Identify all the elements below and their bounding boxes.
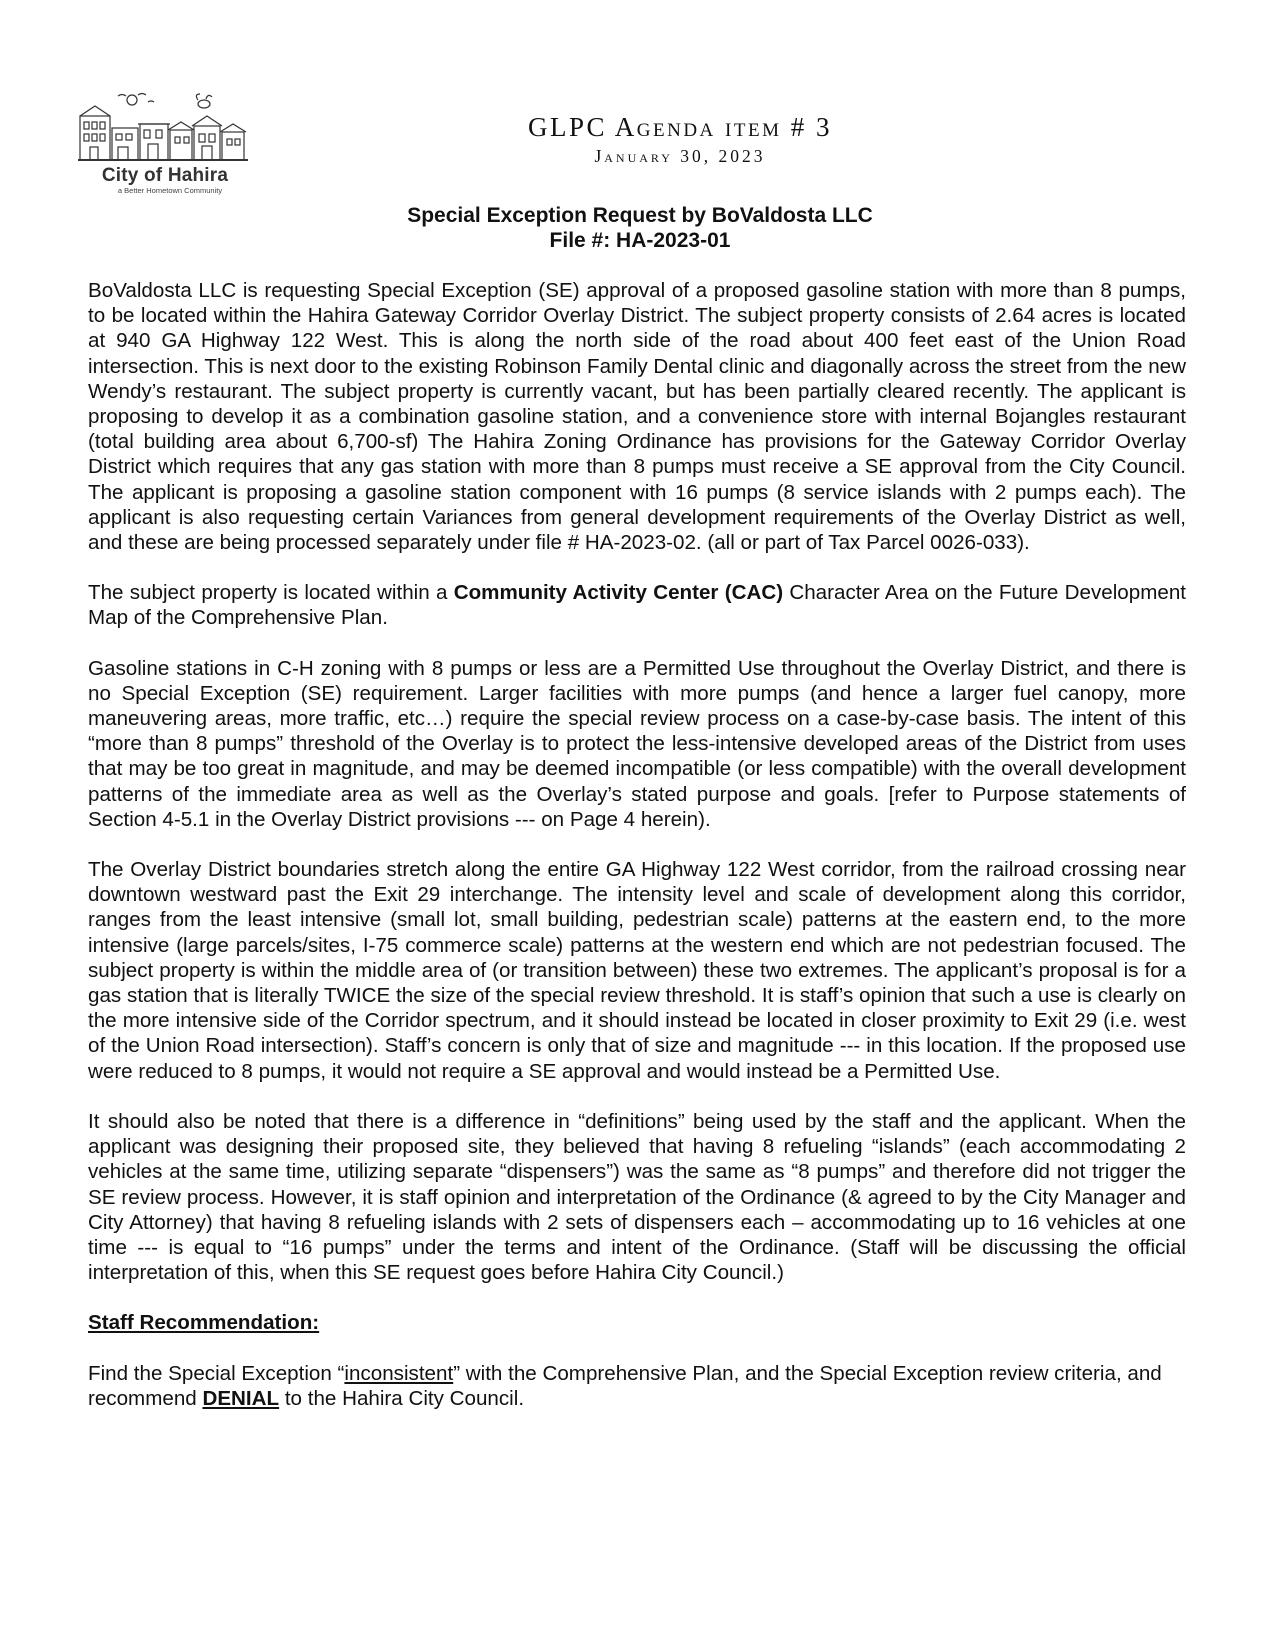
paragraph-character-area <box>88 580 1186 630</box>
character-area-name: Community Activity Center (CAC) <box>453 581 784 605</box>
logo-city-name: City of Hahira <box>101 165 229 186</box>
text-segment: ” with the Comprehensive Plan, and the Special Exception review criteria, and recommend <box>88 1361 1162 1410</box>
paragraph-request-summary: BoValdosta LLC is requesting Special Exception (SE) approval of a proposed gasoline station with more than 8 pumps, to be located within the Hahira Gateway Corridor Overlay District. The subject property consists of 2.64 acres is located at 940 GA Highway 122 West. This is along the north side of the road about 400 feet east of the Union Road intersection. This is next door to the existing Robinson Family Dental clinic and diagonally across the street from the new Wendy’s restaurant. The subject property is currently vacant, but has been partially cleared recently. The applicant is proposing to develop it as a combination gasoline station, and a convenience store with internal Bojangles restaurant (total building area about 6,700-sf) The Hahira Zoning Ordinance has provisions for the Gateway Corridor Overlay District which requires that any gas station with more than 8 pumps must receive a SE approval from the City Council. The applicant is proposing a gasoline station component with 16 pumps (8 service islands with 2 pumps each). The applicant is also requesting certain Variances from general development requirements of the Overlay District as well, and these are being processed separately under file # HA-2023-02. (all or part of Tax Parcel 0026-033). <box>88 279 1186 555</box>
logo-tagline: a Better Hometown Community <box>117 186 223 195</box>
text-segment: Find the Special Exception “ <box>88 1361 345 1385</box>
city-logo <box>78 92 248 202</box>
request-heading <box>200 203 1080 253</box>
staff-recommendation-heading-text: Staff Recommendation: <box>88 1311 320 1335</box>
paragraph-overlay-boundaries: The Overlay District boundaries stretch along the entire GA Highway 122 West corridor, from the railroad crossing near downtown westward past the Exit 29 interchange. The intensity level and scale of development along this corridor, ranges from the least intensive (small lot, small building, pedestrian scale) patterns at the eastern end, to the more intensive (large parcels/sites, I-75 commerce scale) patterns at the western end which are not pedestrian focused. The subject property is within the middle area of (or transition between) these two extremes. The applicant’s proposal is for a gas station that is literally TWICE the size of the special review threshold. It is staff’s opinion that such a use is clearly on the more intensive side of the Corridor spectrum, and it should instead be located in closer proximity to Exit 29 (i.e. west of the Union Road intersection). Staff’s concern is only that of size and magnitude --- in this location. If the proposed use were reduced to 8 pumps, it would not require a SE approval and would instead be a Permitted Use. <box>88 858 1186 1083</box>
inconsistent-term: inconsistent <box>344 1361 454 1385</box>
agenda-date: January 30, 2023 <box>594 146 766 166</box>
document-body <box>88 278 1186 1436</box>
staff-recommendation-text <box>88 1361 1186 1411</box>
staff-recommendation-heading <box>88 1310 1186 1335</box>
request-title: Special Exception Request by BoValdosta LLC <box>407 204 873 227</box>
text-segment: Character Area on the Future Development Map of the Comprehensive Plan. <box>88 581 1186 630</box>
text-segment: to the Hahira City Council. <box>279 1386 525 1410</box>
paragraph-permitted-use: Gasoline stations in C-H zoning with 8 pumps or less are a Permitted Use throughout the Overlay District, and there is no Special Exception (SE) requirement. Larger facilities with more pumps (and hence a larger fuel canopy, more maneuvering areas, more traffic, etc…) require the special review process on a case-by-case basis. The intent of this “more than 8 pumps” threshold of the Overlay is to protect the less-intensive developed areas of the District from uses that may be too great in magnitude, and may be deemed incompatible (or less compatible) with the overall development patterns of the immediate area as well as the Overlay’s stated purpose and goals. [refer to Purpose statements of Section 4-5.1 in the Overlay District provisions --- on Page 4 herein). <box>88 656 1186 831</box>
paragraph-definitions: It should also be noted that there is a difference in “definitions” being used by the staff and the applicant. When the applicant was designing their proposed site, they believed that having 8 refueling “islands” (each accommodating 2 vehicles at the same time, utilizing separate “dispensers”) was the same as “8 pumps” and therefore did not trigger the SE review process. However, it is staff opinion and interpretation of the Ordinance (& agreed to by the City Manager and City Attorney) that having 8 refueling islands with 2 sets of dispensers each – accommodating up to 16 vehicles at one time --- is equal to “16 pumps” under the terms and intent of the Ordinance. (Staff will be discussing the official interpretation of this, when this SE request goes before Hahira City Council.) <box>88 1109 1186 1285</box>
denial-term: DENIAL <box>202 1386 280 1410</box>
text-segment: The subject property is located within a <box>88 581 454 605</box>
town-skyline-icon <box>78 92 248 167</box>
file-number: File #: HA-2023-01 <box>549 229 731 252</box>
agenda-title: GLPC Agenda item # 3 <box>528 112 832 142</box>
